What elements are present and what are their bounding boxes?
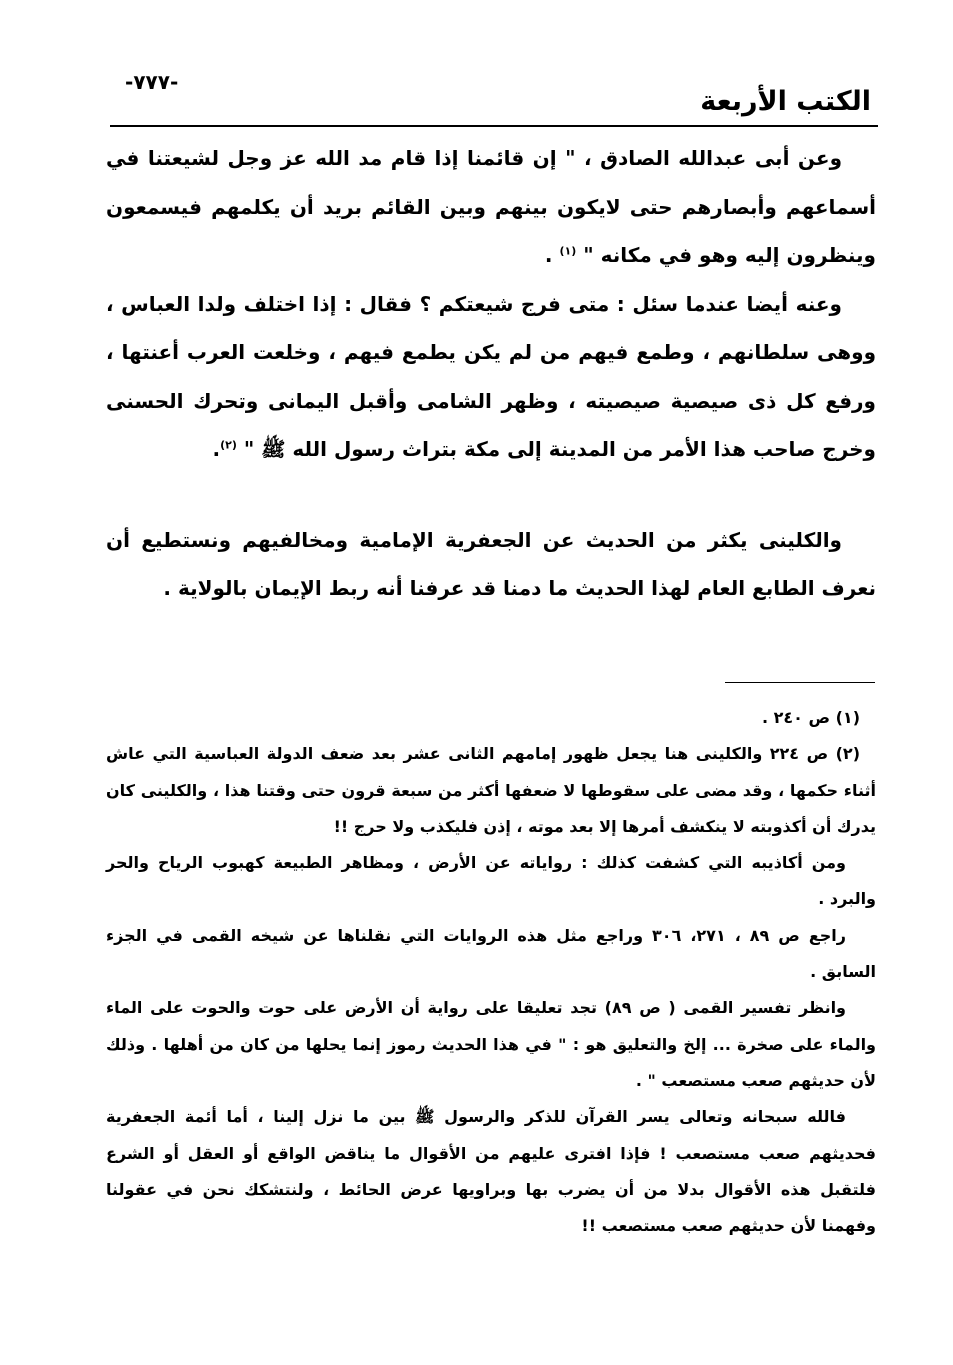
paragraph-1-text: وعن أبى عبدالله الصادق ، " إن قائمنا إذا قام مد الله عز وجل لشيعتنا في أسماعهم وأبصارهم حتى لايكون بينهم وبين القائم بريد أن يكلمهم فيسمعون وينظرون إليه وهو في مكانه "	[106, 146, 876, 267]
footnote-1: (١) ص ٢٤٠ .	[761, 708, 860, 727]
footnote-2: (٢) ص ٢٢٤ والكلينى هنا يجعل ظهور إمامهم الثانى عشر بعد ضعف الدولة العباسية التي عاش أثناء حكمها ، وقد مضى على سقوطها لا ضعفها أكثر من سبعة قرون حتى وقتنا هذا ، والكلينى كان يدرك أن أكذوبته لا ينكشف أمرها إلا بعد موته ، إذن فليكذب ولا حرج !!	[106, 744, 876, 836]
paragraph-1-end: .	[544, 243, 560, 267]
paragraph-3	[106, 516, 876, 613]
footnotes	[106, 700, 876, 1244]
footnote-ref-2: (٢)	[220, 438, 237, 452]
footnote-divider	[725, 682, 875, 683]
paragraph-3-text: والكلينى يكثر من الحديث عن الجعفرية الإمامية ومخالفيهم ونستطيع أن نعرف الطابع العام لهذا الحديث ما دمنا قد عرفنا أنه ربط الإيمان بالولاية .	[106, 527, 876, 600]
footnote-paragraph-3: وانظر تفسير القمى ( ص ٨٩) تجد تعليقا على رواية أن الأرض على حوت والحوت على الماء والماء على صخرة ... إلخ والتعليق هو : " في هذا الحديث رموز إنما يحلها من كان من أهلها . وذلك لأن حديثهم صعب مستصعب " .	[106, 998, 876, 1090]
paragraph-2-text: وعنه أيضا عندما سئل : متى فرج شيعتكم ؟ فقال : إذا اختلف ولدا العباس ، ووهى سلطانهم ، وطمع فيهم من لم يكن يطمع فيهم ، وخلعت العرب أعنتها ، ورفع كل ذى صيصية صيصيته ، وظهر الشامى وأقبل اليمانى وتحرك الحسنى وخرج صاحب هذا الأمر من المدينة إلى مكة بتراث رسول الله ﷺ "	[106, 291, 876, 461]
paragraph-1	[106, 134, 876, 280]
footnote-paragraph-1: ومن أكاذيبه التي كشفت كذلك : رواياته عن الأرض ، ومظاهر الطبيعة كهبوب الرياح والحر والبرد .	[106, 853, 876, 909]
paragraph-2	[106, 280, 876, 474]
footnote-paragraph-2: راجع ص ٨٩ ، ٢٧١، ٣٠٦ وراجع مثل هذه الروايات التي نقلناها عن شيخه القمى في الجزء السابق .	[106, 925, 876, 982]
header-divider	[110, 125, 878, 127]
main-text	[106, 134, 876, 613]
footnote-ref-1: (١)	[559, 244, 577, 258]
book-title: الكتب الأربعة	[700, 86, 871, 117]
footnote-paragraph-4: فالله سبحانه وتعالى يسر القرآن للذكر والرسول ﷺ بين ما نزل إلينا ، أما أئمة الجعفرية فحديثهم صعب مستصعب ! فإذا افترى عليهم من الأقوال ما يناقض الواقع أو العقل أو الشرع فلتقبل هذه الأقوال بدلا من أن يضرب بها وبراويها عرض الحائط ، ولنتشكك نحن في عقولنا وفهمنا لأن حديثهم صعب مستصعب !!	[106, 1107, 876, 1236]
paragraph-2-end: .	[212, 437, 221, 461]
page-number: -٧٧٧-	[125, 70, 179, 94]
